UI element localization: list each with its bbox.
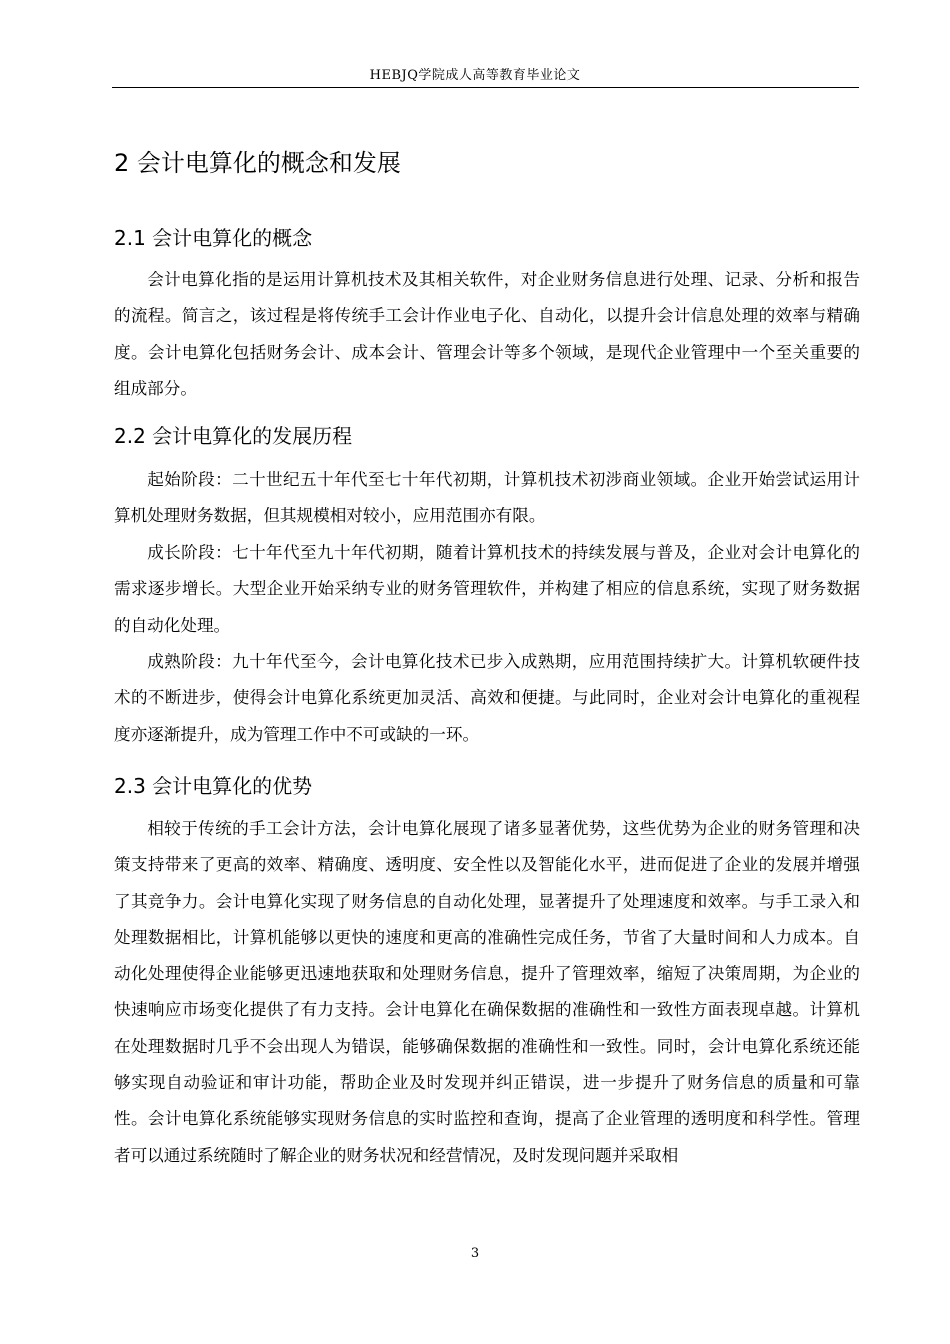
chapter-title: 2 会计电算化的概念和发展 [114,149,401,177]
header-title: HEBJQ学院成人高等教育毕业论文 [369,68,581,83]
section-title-2-3: 2.3 会计电算化的优势 [114,774,313,798]
paragraph: 成熟阶段：九十年代至今，会计电算化技术已步入成熟期，应用范围持续扩大。计算机软硬件技术的不断进步，使得会计电算化系统更加灵活、高效和便捷。与此同时，企业对会计电算化的重视程度亦逐渐提升，成为管理工作中不可或缺的一环。 [114,652,860,744]
paragraph: 会计电算化指的是运用计算机技术及其相关软件，对企业财务信息进行处理、记录、分析和报告的流程。简言之，该过程是将传统手工会计作业电子化、自动化，以提升会计信息处理的效率与精确度。会计电算化包括财务会计、成本会计、管理会计等多个领域，是现代企业管理中一个至关重要的组成部分。 [114,270,860,398]
section-title-2-2: 2.2 会计电算化的发展历程 [114,424,353,448]
paragraph: 成长阶段：七十年代至九十年代初期，随着计算机技术的持续发展与普及，企业对会计电算化的需求逐步增长。大型企业开始采纳专业的财务管理软件，并构建了相应的信息系统，实现了财务数据的自动化处理。 [114,543,860,635]
page-number: 3 [470,1246,480,1261]
section-title-2-1: 2.1 会计电算化的概念 [114,226,313,250]
header-divider [112,87,859,88]
paragraph: 起始阶段：二十世纪五十年代至七十年代初期，计算机技术初涉商业领域。企业开始尝试运用计算机处理财务数据，但其规模相对较小，应用范围亦有限。 [114,470,860,526]
paragraph: 相较于传统的手工会计方法，会计电算化展现了诸多显著优势，这些优势为企业的财务管理和决策支持带来了更高的效率、精确度、透明度、安全性以及智能化水平，进而促进了企业的发展并增强了其竞争力。会计电算化实现了财务信息的自动化处理，显著提升了处理速度和效率。与手工录入和处理数据相比，计算机能够以更快的速度和更高的准确性完成任务，节省了大量时间和人力成本。自动化处理使得企业能够更迅速地获取和处理财务信息，提升了管理效率，缩短了决策周期，为企业的快速响应市场变化提供了有力支持。会计电算化在确保数据的准确性和一致性方面表现卓越。计算机在处理数据时几乎不会出现人为错误，能够确保数据的准确性和一致性。同时，会计电算化系统还能够实现自动验证和审计功能，帮助企业及时发现并纠正错误，进一步提升了财务信息的质量和可靠性。会计电算化系统能够实现财务信息的实时监控和查询，提高了企业管理的透明度和科学性。管理者可以通过系统随时了解企业的财务状况和经营情况，及时发现问题并采取相 [114,819,860,1165]
